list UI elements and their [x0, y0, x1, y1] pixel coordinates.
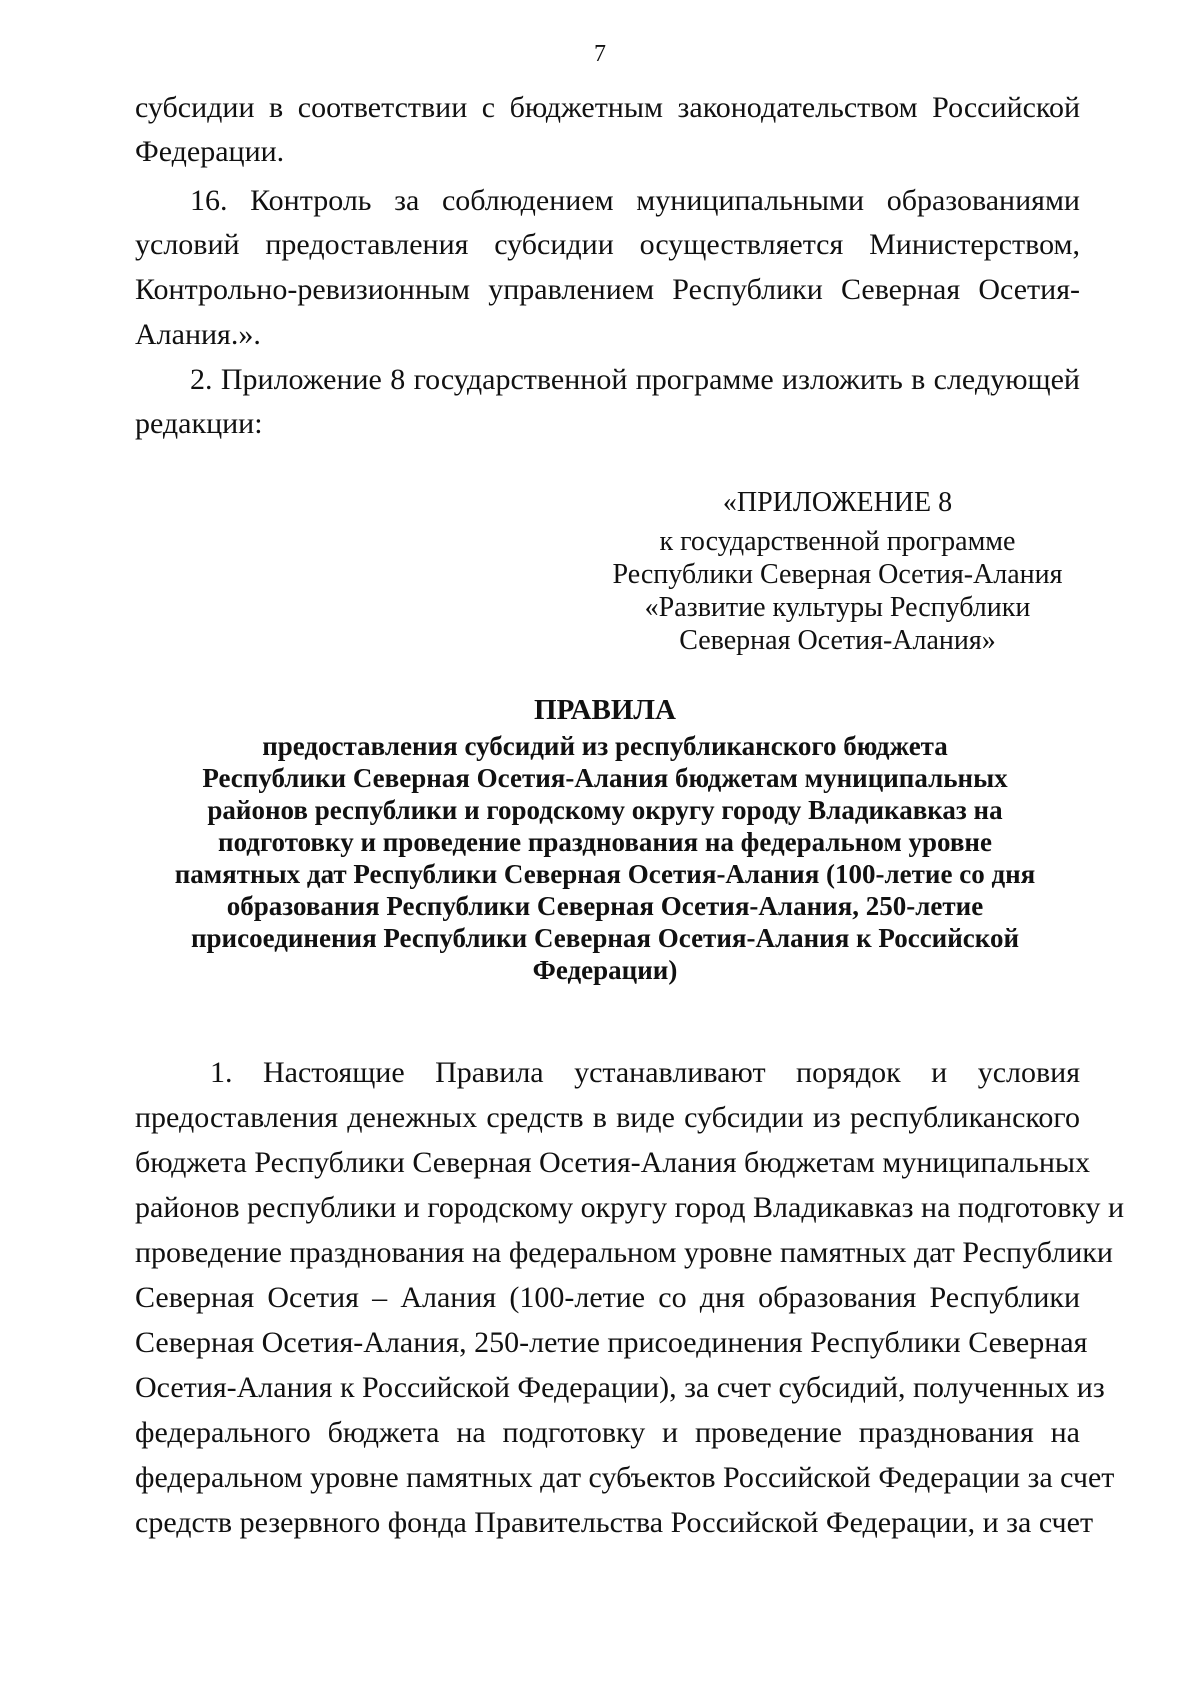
appendix-header-line: Северная Осетия-Алания»	[679, 625, 996, 656]
body-line-9: федерального бюджета на подготовку и проведение празднования на	[135, 1416, 1080, 1449]
rules-title: ПРАВИЛА	[534, 694, 676, 726]
rules-subtitle-line: памятных дат Республики Северная Осетия-Алания (100-летие со дня	[174, 859, 1036, 889]
clause16-line-1: 16. Контроль за соблюдением муниципальными образованиями	[190, 184, 1080, 217]
clause16-line-3: Контрольно-ревизионным управлением Республики Северная Осетия-	[135, 273, 1080, 306]
rules-title-block	[140, 694, 1070, 986]
appendix-header-line: Республики Северная Осетия-Алания	[612, 559, 1063, 590]
rules-subtitle-line: предоставления субсидий из республиканского бюджета	[262, 731, 948, 761]
body-line-11: средств резервного фонда Правительства Российской Федерации, и за счет	[135, 1506, 1094, 1539]
appendix-header	[600, 486, 1075, 657]
body-line-3: бюджета Республики Северная Осетия-Алания бюджетам муниципальных	[135, 1146, 1091, 1179]
intro-line-1: субсидии в соответствии с бюджетным законодательством Российской	[135, 91, 1080, 124]
rules-subtitle-line: образования Республики Северная Осетия-Алания, 250-летие	[226, 891, 984, 921]
appendix-header-line: «Развитие культуры Республики	[644, 592, 1031, 623]
body-line-4: районов республики и городскому округу город Владикавказ на подготовку и	[135, 1191, 1125, 1224]
item2-line-1: 2. Приложение 8 государственной программе изложить в следующей	[190, 363, 1080, 396]
intro-line-2: Федерации.	[135, 135, 285, 168]
body-line-1: 1. Настоящие Правила устанавливают порядок и условия	[210, 1056, 1080, 1089]
body-line-2: предоставления денежных средств в виде субсидии из республиканского	[135, 1101, 1080, 1134]
clause16-line-2: условий предоставления субсидии осуществляется Министерством,	[135, 228, 1080, 261]
body-line-5: проведение празднования на федеральном уровне памятных дат Республики	[135, 1236, 1113, 1269]
body-line-6: Северная Осетия – Алания (100-летие со дня образования Республики	[135, 1281, 1080, 1314]
appendix-header-line: к государственной программе	[659, 526, 1016, 557]
clause16-line-4: Алания.».	[135, 318, 261, 351]
page-number: 7	[594, 41, 606, 67]
body-line-10: федеральном уровне памятных дат субъектов Российской Федерации за счет	[135, 1461, 1115, 1494]
rules-subtitle-line: присоединения Республики Северная Осетия-Алания к Российской	[190, 923, 1020, 953]
rules-subtitle-line: подготовку и проведение празднования на федеральном уровне	[218, 827, 992, 857]
rules-subtitle-line: районов республики и городскому округу городу Владикавказ на	[207, 795, 1003, 825]
body-line-8: Осетия-Алания к Российской Федерации), за счет субсидий, полученных из	[135, 1371, 1105, 1404]
rules-subtitle-line: Федерации)	[532, 955, 678, 985]
item2-line-2: редакции:	[135, 407, 263, 440]
appendix-header-line: «ПРИЛОЖЕНИЕ 8	[722, 487, 953, 518]
rules-subtitle-line: Республики Северная Осетия-Алания бюджетам муниципальных	[202, 763, 1008, 793]
body-line-7: Северная Осетия-Алания, 250-летие присоединения Республики Северная	[135, 1326, 1088, 1359]
